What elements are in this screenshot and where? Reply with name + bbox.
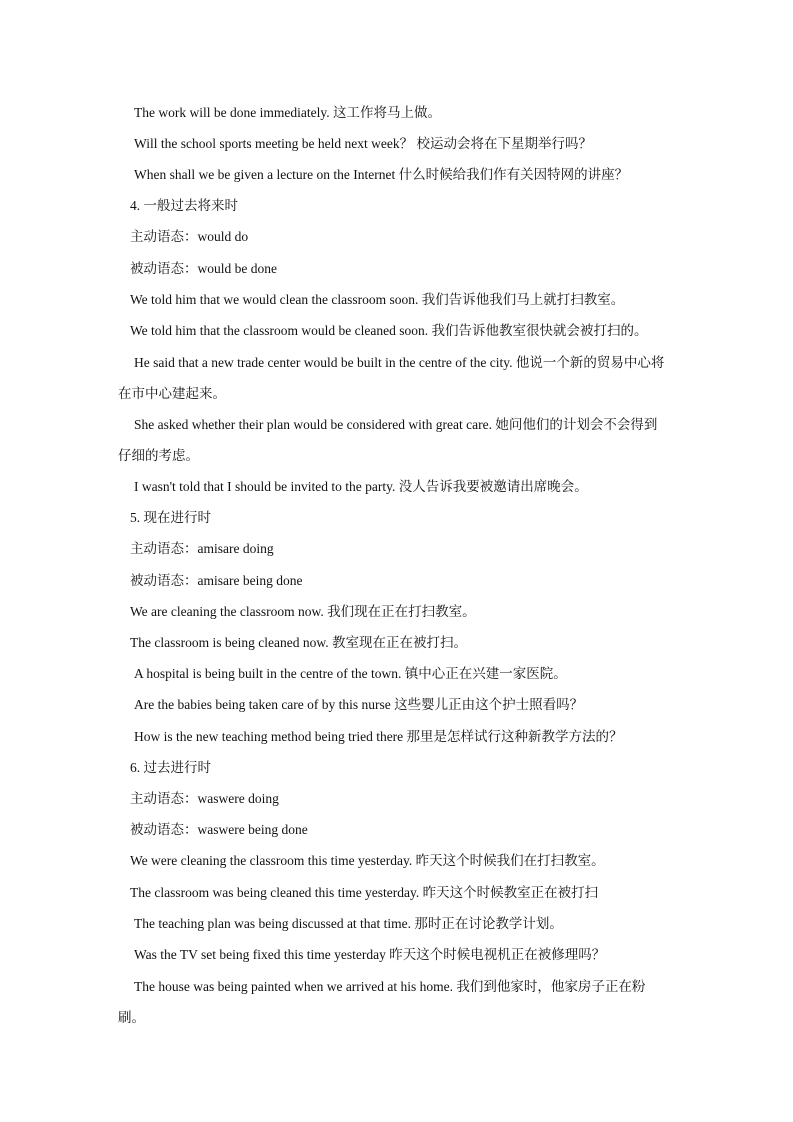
text-line: Are the babies being taken care of by this nurse 这些婴儿正由这个护士照看吗？ — [134, 697, 584, 712]
text-line: The classroom is being cleaned now. 教室现在正在被打扫。 — [130, 635, 467, 650]
text-paragraph: He said that a new trade center would be built in the centre of the city. 他说一个新的贸易中心将在市中心建起来。 — [118, 355, 665, 401]
text-line: The teaching plan was being discussed at that time. 那时正在讨论教学计划。 — [134, 916, 563, 931]
text-line: 主动语态：would do — [130, 229, 249, 244]
text-line: 被动语态：amisare being done — [130, 573, 303, 588]
text-paragraph: She asked whether their plan would be considered with great care. 她问他们的计划会不会得到仔细的考虑。 — [118, 417, 658, 463]
text-line: We told him that we would clean the classroom soon. 我们告诉他我们马上就打扫教室。 — [130, 292, 625, 307]
text-line: We told him that the classroom would be cleaned soon. 我们告诉他教室很快就会被打扫的。 — [130, 323, 648, 338]
section-heading: 5. 现在进行时 — [130, 510, 211, 525]
text-line: 主动语态：waswere doing — [130, 791, 279, 806]
text-line: The work will be done immediately. 这工作将马上做。 — [134, 105, 441, 120]
text-line: How is the new teaching method being tried there 那里是怎样试行这种新教学方法的？ — [134, 729, 623, 744]
text-line: A hospital is being built in the centre of the town. 镇中心正在兴建一家医院。 — [134, 666, 567, 681]
text-line: We are cleaning the classroom now. 我们现在正在打扫教室。 — [130, 604, 476, 619]
section-heading: 6. 过去进行时 — [130, 760, 211, 775]
text-line: Will the school sports meeting be held next week？ 校运动会将在下星期举行吗？ — [134, 136, 593, 151]
text-line: 主动语态：amisare doing — [130, 541, 274, 556]
text-paragraph: The house was being painted when we arrived at his home. 我们到他家时，他家房子正在粉刷。 — [118, 979, 646, 1025]
text-line: When shall we be given a lecture on the Internet 什么时候给我们作有关因特网的讲座？ — [134, 167, 629, 182]
text-line: We were cleaning the classroom this time yesterday. 昨天这个时候我们在打扫教室。 — [130, 853, 605, 868]
text-line: Was the TV set being fixed this time yesterday 昨天这个时候电视机正在被修理吗？ — [134, 947, 606, 962]
text-line: I wasn't told that I should be invited to the party. 没人告诉我要被邀请出席晚会。 — [134, 479, 588, 494]
text-line: 被动语态：would be done — [130, 261, 277, 276]
section-heading: 4. 一般过去将来时 — [130, 198, 238, 213]
text-line: The classroom was being cleaned this time yesterday. 昨天这个时候教室正在被打扫 — [130, 885, 599, 900]
text-line: 被动语态：waswere being done — [130, 822, 308, 837]
